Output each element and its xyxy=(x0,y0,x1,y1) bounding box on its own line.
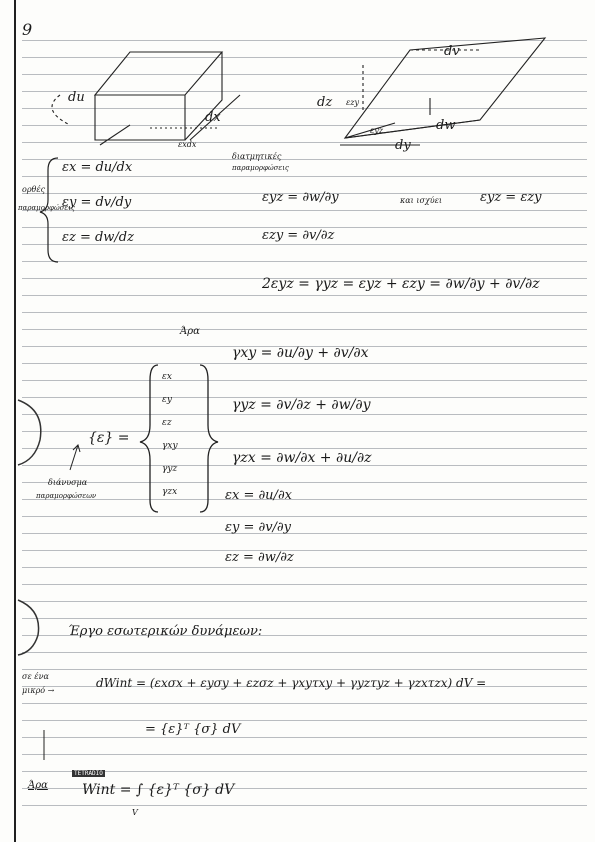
vector-item: γyz xyxy=(162,464,178,474)
vector-lhs: {ε} = xyxy=(88,430,130,446)
label-kai-isxyei: και ισχύει xyxy=(400,196,443,205)
label-paramorfoseis-2: παραμορφώσεις xyxy=(232,164,289,172)
eq-gxy: γxy = ∂u/∂y + ∂v/∂x xyxy=(232,345,369,361)
eq-dwint: dWint = (εxσx + εyσy + εzσz + γxyτxy + γyzτyz + γzxτzx) dV = xyxy=(96,676,487,690)
label-se-ena: σε ένα xyxy=(22,672,49,681)
label-diatmitikes: διατμητικές xyxy=(232,152,282,161)
eq-dwint-matrix: = {ε}ᵀ {σ} dV xyxy=(145,722,241,737)
label-ara: Άρα xyxy=(180,326,200,337)
eq-ex2: εx = ∂u/∂x xyxy=(225,488,292,503)
eq-ey2: εy = ∂v/∂y xyxy=(225,520,291,535)
label-paramorfoseis: παραμορφώσεις xyxy=(18,204,75,212)
eq-ex: εx = du/dx xyxy=(62,160,133,175)
label-eyz: εyz xyxy=(370,126,384,135)
eq-ey: εy = dv/dy xyxy=(62,195,132,210)
work-title: Έργο εσωτερικών δυνάμεων: xyxy=(68,624,263,639)
label-ara-2: Άρα xyxy=(28,780,48,791)
label-dianysma: διάνυσμα xyxy=(48,478,88,487)
label-ezy: εzy xyxy=(346,98,360,107)
vector-item: εz xyxy=(162,418,172,428)
vector-item: εx xyxy=(162,372,172,382)
label-du: du xyxy=(68,90,85,105)
eq-wint-volume: V xyxy=(132,808,138,817)
vector-item: γxy xyxy=(162,441,178,451)
label-dz: dz xyxy=(317,95,333,110)
eq-eyz: εyz = ∂w/∂y xyxy=(262,190,339,205)
label-ortho: ορθές xyxy=(22,185,46,194)
eq-gzx: γzx = ∂w/∂x + ∂u/∂z xyxy=(232,450,372,466)
eq-ez: εz = dw/dz xyxy=(62,230,134,245)
label-exdx: εxdx xyxy=(178,140,197,149)
vector-item: γzx xyxy=(162,487,178,497)
label-dy: dy xyxy=(395,138,411,153)
page-number: 9 xyxy=(22,20,33,39)
notebook-stamp: TETRADIO xyxy=(74,770,103,777)
eq-ezy: εzy = ∂v/∂z xyxy=(262,228,335,243)
eq-gyz: γyz = ∂v/∂z + ∂w/∂y xyxy=(232,397,371,413)
label-dw: dw xyxy=(436,118,456,133)
label-mikro: μικρό → xyxy=(22,686,55,695)
vector-item: εy xyxy=(162,395,172,405)
label-dx: dx xyxy=(205,110,221,125)
label-dv: dv xyxy=(444,44,460,59)
eq-ez2: εz = ∂w/∂z xyxy=(225,550,294,565)
eq-wint: Wint = ∫ {ε}ᵀ {σ} dV xyxy=(82,782,235,798)
eq-gamma-definition: 2εyz = γyz = εyz + εzy = ∂w/∂y + ∂v/∂z xyxy=(262,276,540,292)
eq-eyz-ezy: εyz = εzy xyxy=(480,190,542,205)
label-paramorfoseon: παραμορφώσεων xyxy=(36,492,97,500)
